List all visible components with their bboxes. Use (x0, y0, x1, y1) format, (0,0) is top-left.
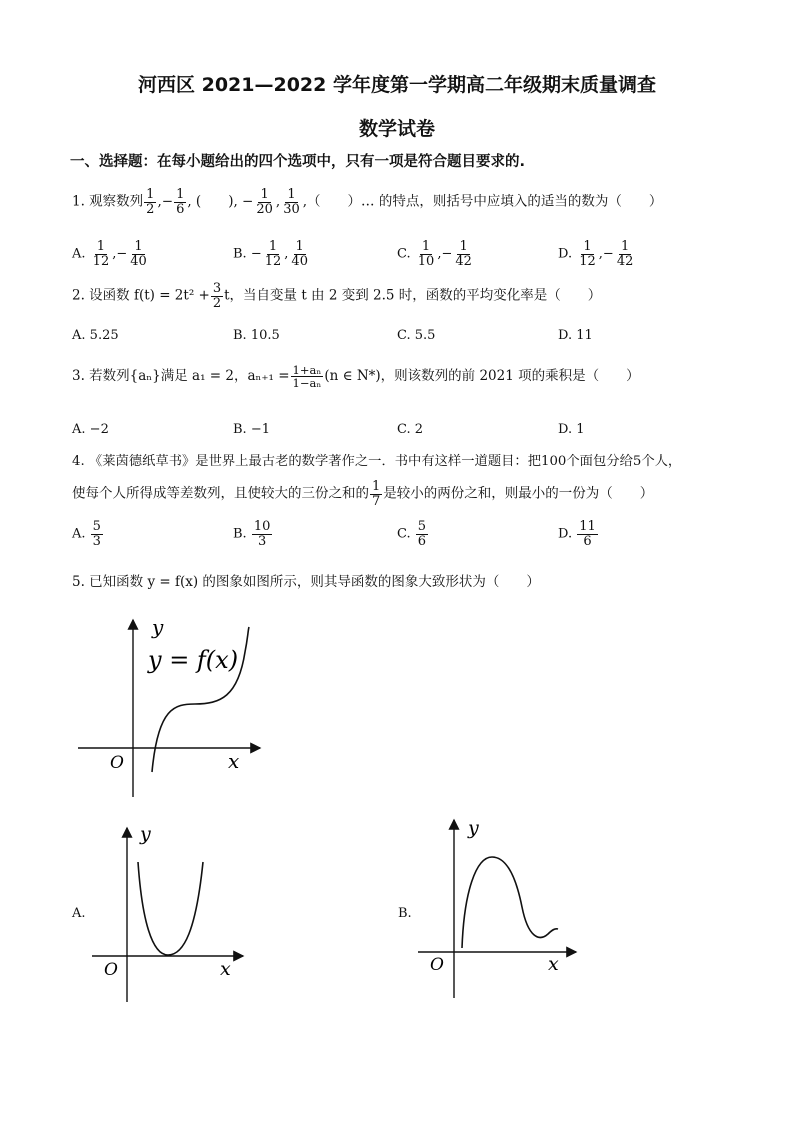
q2-option-c[interactable]: C. 5.5 (397, 328, 436, 343)
x-axis-label: x (228, 749, 240, 773)
question-3: 3. 若数列{aₙ}满足 a₁ = 2，aₙ₊₁ = $\frac{\text{1+aₙ}}{\text{1−aₙ}}$ (n ∈ N*)，则该数列的前 2021 项的乘积是（ ） (72, 363, 640, 391)
q4-option-b[interactable]: B. $\frac{10}{3}$ (233, 519, 271, 549)
y-axis-label: y (140, 823, 151, 845)
q4-option-a[interactable]: A. $\frac{5}{3}$ (72, 519, 101, 549)
fraction: $\frac{1}{30}$ (283, 187, 300, 217)
fraction: $\frac{1}{20}$ (256, 187, 273, 217)
q4-option-c[interactable]: C. $\frac{5}{6}$ (397, 519, 427, 549)
function-label: y = f(x) (148, 646, 239, 674)
origin-label: O (430, 955, 444, 975)
q5-option-a-label[interactable]: A. (72, 906, 86, 921)
x-axis-label: x (220, 958, 231, 980)
q5-option-b-graph[interactable] (414, 812, 584, 1002)
curve-option-a (138, 862, 203, 955)
fraction: $\frac{1}{7}$ (372, 479, 381, 509)
y-axis-label: y (468, 817, 479, 839)
y-axis-label: y (152, 615, 164, 639)
q1-option-d[interactable]: D. $\frac{1}{12}$ ,− $\frac{1}{42}$ (558, 239, 634, 269)
fraction: $\frac{1}{6}$ (176, 187, 185, 217)
origin-label: O (110, 753, 124, 773)
q3-option-c[interactable]: C. 2 (397, 422, 424, 437)
fraction: $\frac{\text{1+aₙ}}{\text{1−aₙ}}$ (292, 363, 322, 391)
q5-option-b-label[interactable]: B. (398, 906, 412, 921)
main-function-graph (70, 612, 270, 802)
q1-option-a[interactable]: A. $\frac{1}{12}$ ,− $\frac{1}{40}$ (72, 239, 147, 269)
x-axis-label: x (548, 953, 559, 975)
paper-title: 河西区 2021—2022 学年度第一学期高二年级期末质量调查 (138, 74, 656, 96)
paper-subtitle: 数学试卷 (358, 118, 435, 140)
curve-option-b (462, 857, 558, 948)
question-4-line-1: 4. 《莱茵德纸草书》是世界上最古老的数学著作之一．书中有这样一道题目：把100个面包分给5个人， (72, 454, 682, 469)
q2-option-a[interactable]: A. 5.25 (72, 328, 119, 343)
fraction: $\frac{3}{2}$ (212, 281, 222, 311)
question-2: 2. 设函数 f(t) = 2t² + $\frac{3}{2}$ t，当自变量 t 由 2 变到 2.5 时，函数的平均变化率是（ ） (72, 281, 602, 311)
fraction: $\frac{1}{2}$ (146, 187, 155, 217)
q1-option-c[interactable]: C. $\frac{1}{10}$ ,− $\frac{1}{42}$ (397, 239, 472, 269)
q5-option-a-graph[interactable] (88, 820, 248, 1010)
q4-option-d[interactable]: D. $\frac{11}{6}$ (558, 519, 596, 549)
question-5: 5. 已知函数 y = f(x) 的图象如图所示，则其导函数的图象大致形状为（ ） (72, 574, 540, 590)
q3-option-a[interactable]: A. −2 (72, 422, 109, 437)
q3-option-d[interactable]: D. 1 (558, 422, 585, 437)
question-1: 1. 观察数列 $\frac{1}{2}$ ,− $\frac{1}{6}$ , ( ), − $\frac{1}{20}$ , $\frac{1}{30}$ ,（ ）… 的特点，则括号中应填入的适当的数为（ ） (72, 187, 663, 217)
q3-option-b[interactable]: B. −1 (233, 422, 270, 437)
q2-option-d[interactable]: D. 11 (558, 328, 593, 343)
origin-label: O (104, 960, 118, 980)
q1-option-b[interactable]: B. − $\frac{1}{12}$ , $\frac{1}{40}$ (233, 239, 308, 269)
section-heading: 一、选择题：在每小题给出的四个选项中，只有一项是符合题目要求的. (70, 154, 526, 170)
q2-option-b[interactable]: B. 10.5 (233, 328, 280, 343)
question-4-line-2: 使每个人所得成等差数列，且使较大的三份之和的 $\frac{1}{7}$ 是较小的两份之和，则最小的一份为（ ） (72, 479, 654, 509)
